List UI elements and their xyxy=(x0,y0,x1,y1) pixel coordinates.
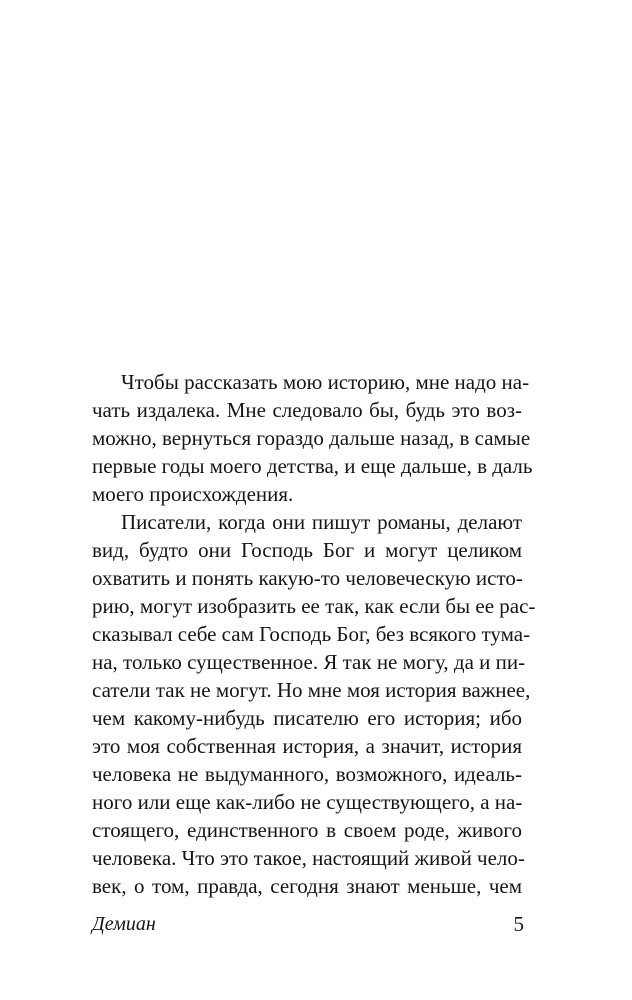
text-line: чем какому-нибудь писателю его история; ибо xyxy=(92,706,522,730)
text-line: ного или еще как-либо не существующего, а на- xyxy=(92,790,523,814)
text-line: это моя собственная история, а значит, история xyxy=(92,734,522,758)
page-number: 5 xyxy=(513,912,524,936)
text-line: можно, вернуться гораздо дальше назад, в самые xyxy=(92,426,531,450)
text-line: век, о том, правда, сегодня знают меньше, чем xyxy=(92,874,522,898)
text-line: вид, будто они Господь Бог и могут целиком xyxy=(92,538,522,562)
text-line: моего происхождения. xyxy=(92,482,294,506)
text-line: стоящего, единственного в своем роде, живого xyxy=(92,818,522,842)
text-line: рию, могут изобразить ее так, как если бы ее рас- xyxy=(92,594,536,618)
text-line: сатели так не могут. Но мне моя история важнее, xyxy=(92,678,531,702)
text-line: человека. Что это такое, настоящий живой чело- xyxy=(92,846,525,870)
text-line: охватить и понять какую-то человеческую исто- xyxy=(92,566,523,590)
text-line: человека не выдуманного, возможного, идеаль- xyxy=(92,762,522,786)
text-line: Писатели, когда они пишут романы, делают xyxy=(121,510,522,534)
text-line: Чтобы рассказать мою историю, мне надо на- xyxy=(121,370,530,394)
text-line: на, только существенное. Я так не могу, да и пи- xyxy=(92,650,526,674)
running-footer-title: Демиан xyxy=(92,913,156,935)
text-line: сказывал себе сам Господь Бог, без всякого тума- xyxy=(92,622,531,646)
text-line: первые годы моего детства, и еще дальше, в даль xyxy=(92,454,533,478)
text-line: чать издалека. Мне следовало бы, будь это воз- xyxy=(92,398,522,422)
